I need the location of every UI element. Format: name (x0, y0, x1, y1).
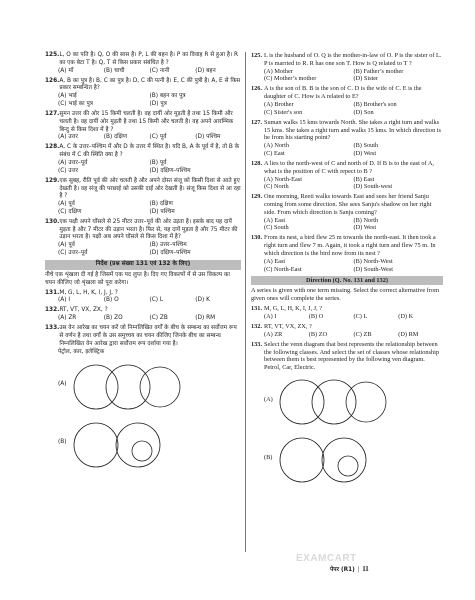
question-129-hi: 129. एक सुबह, रीति पूर्व की ओर चलती है और अपने दोस्त संजू को किसी दिशा से आते हुए देखती है। वह संजू की परछाई को उसकी दाईं ओर देखती है। संजू किस दिशा से आ रहा है ? (A) पूर्व (B) दक्षिण (C) दक्षिण (D) पश्चिम (45, 177, 241, 215)
option: (C) नानी (149, 67, 170, 74)
page-number: 11 (362, 565, 369, 573)
option: (C) Mother’s mother (264, 75, 317, 83)
question-127-hi: 127. सुमन उत्तर की ओर 15 किमी चलती है। वह दायीं ओर मुड़ती है तथा 15 किमी और चलती है। वह दायीं ओर मुड़ती है तथा 15 किमी और चलती है। वह अपने आरम्भिक बिन्दु से किस दिशा में है ? (A) उत्तर (B) दक्षिण (C) पूर्व (D) पश्चिम (45, 111, 241, 142)
option: (B) East (353, 175, 375, 183)
option: (C) उत्तर (58, 167, 78, 174)
option: (B) O (103, 297, 119, 304)
option: (D) West (353, 224, 377, 232)
option: (A) पूर्व (58, 242, 75, 249)
venn-diagram-b-hi (72, 417, 182, 473)
option: (D) पश्चिम (149, 208, 175, 215)
question-130-hi: 130. एक पक्षी अपने घोंसले से 25 मीटर उत्तर–पूर्व की ओर उड़ता है। इसके बाद यह दायें मुड़ता है और 7 मीटर की उड़ान भरता है। फिर से, यह दायें मुड़ता है और 75 मीटर की उड़ान भरता है। पक्षी अब अपने घोंसले से किस दिशा में है? (A) पूर्व (B) उत्तर–पश्चिम (C) उत्तर–पूर्व (D) दक्षिण–पश्चिम (45, 219, 241, 258)
question-128-hi: 128. A, C के उत्तर–पश्चिम में और D के उत्तर में स्थित है। यदि B, A के पूर्व में है, तो B के संबंध में C की स्थिति क्या है ? (A) उत्तर–पूर्व (B) पूर्व (C) उत्तर (D) दक्षिण–पश्चिम (45, 144, 240, 174)
question-128-en: 128. A lies to the north-west of C and north of D. If B is to the east of A, what is the position of C with repect to B ? (A) North-East (B) East (C) North (D) South-west (251, 160, 443, 191)
option: (C) Sister's son (264, 108, 303, 116)
option: (A) उत्तर–पूर्व (58, 159, 88, 166)
option: (B) उत्तर–पश्चिम (149, 242, 187, 249)
option: (D) West (353, 149, 377, 157)
question-131-hi: 131. M, G, L, H, K, I, J, J, ? (A) I (B) O (C) L (D) K (45, 290, 241, 306)
option: (A) ZR (264, 330, 283, 338)
question-127-en: 127. Suman walks 15 kms towards North. She takes a right turn and walks 15 kms. She takes a right turn and walks 15 kms. In which direction is he from his starting point? (A) North (B) South (C) East (D) West (251, 118, 441, 157)
option: (A) Brother (264, 100, 294, 108)
option: (D) K (398, 313, 414, 321)
option: (C) दक्षिण (58, 208, 82, 215)
question-133-en: 133. Select the venn diagram that best represents the relationship between the following classes. And select the set of classes whose relationship between them is best represented by the following ven diagram. Petrol, Car, Electric. (251, 341, 443, 372)
option: (C) South (264, 224, 289, 232)
option: (A) North (264, 142, 290, 150)
option: (A) भाई (58, 93, 77, 100)
direction-text-hi: नीचे एक शृंखला दी गई है जिसमें एक पद लुप्त है। दिए गए विकल्पों में से उस विकल्प का चयन कीजिए जो शृंखला को पूरा करेगा। (45, 271, 230, 286)
venn-option-a-hi: (A) (58, 359, 241, 417)
option: (B) North-West (353, 257, 393, 265)
question-130-en: 130. From its nest, a bird flew 25 m towards the north-east. It then took a right turn and flew 7 m. Again, it took a right turn and flew 75 m. In which direction is the bird now from its nest ? (A) East (B) North-West (C) North-East (D) South-West (251, 234, 443, 273)
question-125-hi: 125. L, O का पति है। Q, O की सास है। P, L की बहन है। P का विवाह R से हुआ है। R का एक बेटा T है। Q, T से किस प्रकार संबंधित है ? (A) माँ (B) चाची (C) नानी (D) बहन (45, 52, 241, 75)
venn-diagram-b-en (278, 432, 388, 488)
option: (C) North-East (264, 265, 302, 273)
option: (D) South-West (353, 265, 394, 273)
option: (D) Sister (353, 75, 379, 83)
direction-text-en: A series is given with one term missing. Select the correct alternative from given ones will complete the series. (251, 287, 439, 303)
option: (A) North-East (264, 175, 302, 183)
option: (C) North (264, 183, 289, 191)
option: (A) I (264, 313, 277, 321)
venn-option-a-en: (A) (264, 374, 443, 432)
option: (B) Brother's son (353, 100, 397, 108)
option: (A) East (264, 257, 286, 265)
venn-items-en: Petrol, Car, Electric. (264, 364, 316, 372)
question-129-en: 129. One morning, Reeti walks towards East and sees her friend Sanju coming from some direction. She sees Sanju's shadow on her right side. From which direction is Sanju coming? (A) East (B) North (C) South (D) West (251, 193, 443, 232)
option: (D) दक्षिण–पश्चिम (149, 167, 191, 174)
option: (A) East (264, 216, 286, 224)
venn-option-b-en: (B) (264, 432, 443, 490)
question-133-hi: 133. उस वेन आरेख का चयन करें जो निम्नलिखित वर्गों के बीच के सम्बन्ध का सर्वोत्तम रूप से वर्णन है तथा वर्गों के उस समुच्चय का चयन कीजिए जिनके बीच का सम्बन्ध निम्नलिखित वेन आरेख द्वारा सर्वोत्तम रूप दर्शाया गया है। पेट्रोल, कार, इलेक्ट्रिक (45, 325, 241, 356)
option: (A) माँ (58, 67, 74, 74)
option: (D) पश्चिम (195, 134, 221, 141)
page-footer (330, 565, 369, 573)
question-131-en: 131. M, G, L, H, K, I, J, J, ? (A) I (B) O (C) L (D) K (251, 305, 443, 321)
option: (B) North (353, 216, 379, 224)
option: (B) दक्षिण (103, 134, 128, 141)
question-126-en: 126. A is the son of B. B is the son of C. D is the wife of C. E is the daughter of C. How is A related to E? (A) Brother (B) Brother's son (C) Sister's son (D) Son (251, 85, 443, 116)
option: (D) Son (353, 108, 374, 116)
option: (A) I (58, 297, 71, 304)
option: (B) दक्षिण (149, 201, 173, 208)
venn-option-b-hi: (B) (58, 417, 241, 475)
direction-band-hi: निर्देश (प्रश्न संख्या 131 एवं 132 के लिए) (45, 260, 241, 270)
venn-diagram-a-hi (72, 359, 182, 415)
option: (A) Mother (264, 67, 293, 75)
option: (B) पूर्व (149, 159, 167, 166)
option: (A) पूर्व (58, 201, 75, 208)
hindi-column (45, 52, 241, 475)
option: (B) South (353, 142, 379, 150)
footer-separator: | (357, 565, 360, 573)
option: (B) बहन का पुत्र (149, 93, 186, 100)
option: (B) ZO (103, 315, 123, 322)
option: (A) ZR (58, 315, 77, 322)
option: (C) उत्तर–पूर्व (58, 250, 88, 257)
question-125-en: 125. L is the husband of O. Q is the mother-in-law of O. P is the sister of L. P is married to R. R has one son T. How is Q related to T ? (A) Mother (B) Father’s mother (C) Mother’s mother (D) Sister (251, 52, 442, 83)
option: (B) Father’s mother (353, 67, 404, 75)
option: (D) दक्षिण–पश्चिम (149, 250, 191, 257)
option: (D) पुत्र (149, 100, 167, 107)
option: (B) ZO (308, 330, 328, 338)
option: (B) O (308, 313, 324, 321)
option: (C) ZB (149, 315, 168, 322)
option: (C) ZB (353, 330, 372, 338)
english-column (251, 52, 443, 490)
question-126-hi: 126. A, B का पुत्र है। B, C का पुत्र है। D, C की पत्नी है। E, C की पुत्री है। A, E से किस प्रकार सम्बन्धित है? (A) भाई (B) बहन का पुत्र (C) भाई का पुत्र (D) पुत्र (45, 77, 241, 107)
column-divider (245, 52, 246, 552)
option: (A) उत्तर (58, 134, 78, 141)
option: (D) South-west (353, 183, 393, 191)
option: (C) L (353, 313, 368, 321)
watermark: EXAMCART (296, 553, 357, 564)
venn-diagram-a-en (278, 374, 388, 430)
option: (C) पूर्व (149, 134, 167, 141)
paper-label: पेपर (R1) (330, 567, 355, 573)
question-132-hi: 132. RT, VT, VX, ZX, ? (A) ZR (B) ZO (C) ZB (D) RM (45, 307, 241, 323)
option: (C) East (264, 149, 285, 157)
option: (D) RM (195, 315, 216, 322)
option: (C) भाई का पुत्र (58, 100, 93, 107)
venn-items-hi: पेट्रोल, कार, इलेक्ट्रिक (58, 348, 105, 355)
question-132-en: 132. RT, VT, VX, ZX, ? (A) ZR (B) ZO (C) ZB (D) RM (251, 323, 443, 339)
option: (B) चाची (103, 67, 125, 74)
direction-band-en: Direction (Q. No. 131 and 132) (251, 276, 443, 286)
option: (D) K (195, 297, 210, 304)
option: (C) L (149, 297, 164, 304)
option: (D) RM (398, 330, 419, 338)
option: (D) बहन (195, 67, 216, 74)
